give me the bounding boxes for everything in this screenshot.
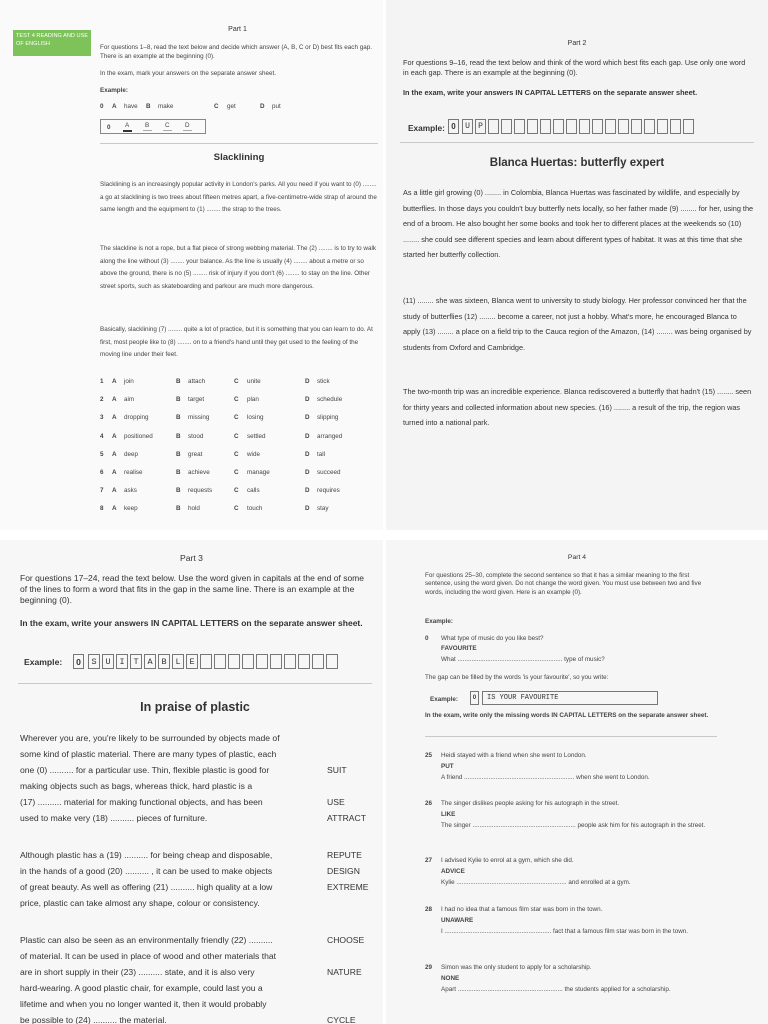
answer-line: The singer ........................................................... people ask him for his autograph in the street. (441, 822, 706, 829)
text-line: used to make very (18) .......... pieces of furniture. (20, 813, 208, 823)
letter-box (214, 654, 226, 669)
part2-example-label: Example: (408, 123, 445, 133)
part3-example-num-box: 0 (73, 654, 86, 669)
letter-box (566, 119, 577, 134)
part3-page (0, 540, 383, 1024)
letter-box: U (102, 654, 114, 669)
test-tag: TEST 4 READING AND USE OF ENGLISH (13, 30, 91, 56)
text-line: Wherever you are, you're likely to be surrounded by objects made of (20, 733, 280, 743)
letter-box (284, 654, 296, 669)
letter-box: L (172, 654, 184, 669)
part4-example-answer-box: IS YOUR FAVOURITE (482, 691, 658, 705)
part1-instructions: For questions 1–8, read the text below and decide which answer (A, B, C or D) best fits each gap. There is an example at the beginning (0). (100, 44, 372, 60)
part4-heading: Part 4 (567, 554, 587, 561)
letter-box (618, 119, 629, 134)
keyword: CYCLE (327, 1015, 356, 1024)
letter-box (228, 654, 240, 669)
part2-heading: Part 2 (567, 40, 587, 47)
keyword: REPUTE (327, 850, 362, 860)
keyword: NATURE (327, 967, 362, 977)
letter-box (644, 119, 655, 134)
letter-box (256, 654, 268, 669)
text-line: are in short supply in their (23) .......... state, and it is also very (20, 967, 255, 977)
part3-heading: Part 3 (180, 553, 203, 563)
letter-box: P (475, 119, 486, 134)
keyword: ATTRACT (327, 813, 366, 823)
letter-box (298, 654, 310, 669)
part4-example-question: What type of music do you like best? (441, 635, 544, 642)
question-number: 26 (425, 800, 433, 807)
part4-instructions: For questions 25–30, complete the second sentence so that it has a similar meaning to the first sentence, using the word given. Do not change the word given. You must use between two and five words, including the word given. Here is an example (0). (425, 572, 702, 596)
text-line: price, plastic can take almost any shape, colour or consistency. (20, 898, 260, 908)
letter-box: E (186, 654, 198, 669)
keyword: EXTREME (327, 882, 369, 892)
letter-box (312, 654, 324, 669)
letter-box (683, 119, 694, 134)
part4-example-line: What ............................................................ type of music? (441, 656, 605, 663)
letter-box (326, 654, 338, 669)
letter-box (527, 119, 538, 134)
answer-line: I ............................................................. fact that a famous film star was born in the town. (441, 928, 689, 935)
letter-box: S (88, 654, 100, 669)
divider (425, 736, 717, 737)
part4-filled-note: The gap can be filled by the words 'is your favourite', so you write: (425, 674, 609, 681)
text-line: Although plastic has a (19) .......... for being cheap and disposable, (20, 850, 273, 860)
part3-example-letters (88, 654, 340, 669)
keyword: USE (327, 797, 345, 807)
divider (400, 142, 754, 143)
question-number: 28 (425, 906, 433, 913)
answer-line: Kylie ............................................................... and enrolled at a gym. (441, 879, 631, 886)
letter-box (200, 654, 212, 669)
part2-example-letters (462, 119, 696, 134)
letter-box: B (158, 654, 170, 669)
letter-box (592, 119, 603, 134)
keyword: SUIT (327, 765, 347, 775)
part3-example-label: Example: (24, 657, 63, 667)
part2-example-boxes: 0 (448, 119, 461, 134)
text-line: of great beauty. As well as offering (21) .......... high quality at a low (20, 882, 273, 892)
part4-example-keyword: FAVOURITE (441, 645, 477, 652)
letter-box (270, 654, 282, 669)
question-keyword: LIKE (441, 811, 456, 818)
letter-box: T (130, 654, 142, 669)
question-sentence: Heidi stayed with a friend when she went to London. (441, 752, 587, 759)
text-line: in the hands of a good (20) .......... , it can be used to make objects (20, 866, 273, 876)
question-keyword: NONE (441, 975, 460, 982)
part4-page: Part 4 For questions 25–30, complete the second sentence so that it has a similar meaning to the first sentence, using the word given. Do not change the word given. You must use between two and five words, including the word given. Here is an example (0). Example: 0 What type of music do you like best? FAVOURITE What ............................................................ type of music? The gap can be filled by the words 'is your favourite', so you write: Example: 0 IS YOUR FAVOURITE In the exam, write only the missing words IN CAPITAL LETTERS on the separate answer sheet. 25 Heidi stayed with a friend when she went to London. PUT A friend ............................................................... when she went to London. 26 The singer dislikes people asking for his autograph in the street. LIKE The singer ........................................................... people ask him for his autograph in the street. 27 I advised Kylie to enrol at a gym, which she did. ADVICE Kylie ............................................................... and enrolled at a gym. 28 I had no idea that a famous film star was born in the town. UNAWARE I ............................................................. fact that a famous film star was born in the town. 29 Simon was the only student to apply for a scholarship. NONE Apart ............................................................ the students applied for a scholarship. (386, 540, 768, 1024)
filled-answer-mark (123, 130, 132, 132)
letter-box: U (462, 119, 473, 134)
part3-instructions: For questions 17–24, read the text below. Use the word given in capitals at the end of some of the lines to form a word that fits in the gap in the same line. There is an example at the beginning (0). (20, 573, 364, 605)
text-line: hard-wearing. A good plastic chair, for example, could last you a (20, 983, 263, 993)
letter-box (540, 119, 551, 134)
text-line: (17) .......... material for making functional objects, and has been (20, 797, 263, 807)
keyword: CHOOSE (327, 935, 365, 945)
question-sentence: Simon was the only student to apply for a scholarship. (441, 964, 592, 971)
letter-box (242, 654, 254, 669)
keyword: DESIGN (327, 866, 360, 876)
question-number: 27 (425, 857, 433, 864)
question-number: 29 (425, 964, 433, 971)
letter-box (631, 119, 642, 134)
question-number: 25 (425, 752, 433, 759)
part2-exam-note: In the exam, write your answers IN CAPITAL LETTERS on the separate answer sheet. (403, 88, 698, 97)
text-line: one (0) .......... for a particular use. Thin, flexible plastic is good for (20, 765, 270, 775)
part2-title: Blanca Huertas: butterfly expert (489, 157, 665, 169)
letter-box (657, 119, 668, 134)
divider (100, 143, 378, 144)
part4-exam-note: In the exam, write only the missing words IN CAPITAL LETTERS on the separate answer sheet. (425, 712, 709, 719)
part1-para2: The slackline is not a rope, but a flat piece of strong webbing material. The (2) ........ is to try to walk along the line without (3) ........ your balance. As the line is usually (4) ........ about a metre or so above the ground, there is no (5) ........ risk of injury if you don't (6) ........ to stay on the line. Other street sports, such as skateboarding and parkour are much more dangerous. (100, 245, 377, 290)
answer-line: Apart ............................................................ the students applied for a scholarship. (441, 986, 671, 993)
part1-para3: Basically, slacklining (7) ........ quite a lot of practice, but it is something that you can learn to do. At first, most people like to (8) ........ on to a friend's hand until they get used to the feeling of the moving line under their feet. (100, 326, 373, 358)
letter-box (553, 119, 564, 134)
part1-exam-note: In the exam, mark your answers on the separate answer sheet. (100, 70, 277, 77)
answer-line: A friend ............................................................... when she went to London. (441, 774, 650, 781)
letter-box (605, 119, 616, 134)
part4-example-box-label: Example: (430, 696, 458, 703)
text-line: lifetime and when you no longer wanted it, then it would probably (20, 999, 267, 1009)
letter-box (579, 119, 590, 134)
question-sentence: The singer dislikes people asking for his autograph in the street. (441, 800, 620, 807)
text-line: of material. It can be used in place of wood and other materials that (20, 951, 277, 961)
question-sentence: I had no idea that a famous film star was born in the town. (441, 906, 603, 913)
part1-page: TEST 4 READING AND USE OF ENGLISH Part 1 For questions 1–8, read the text below and decide which answer (A, B, C or D) best fits each gap. There is an example at the beginning (0). In the exam, mark your answers on the separate answer sheet. Example: 0 A have B make C get D put 0 A B C D Slacklining Slacklining is an increasingly popular activity in London's parks. All you need if you want to (0) ........ a go at slacklining is two trees about fifteen metres apart, a five-centimetre-wide strap of around the same length and the equipment to (1) ........ the strap to the trees. The slackline is not a rope, but a flat piece of strong webbing material. The (2) ........ is to try to walk along the line without (3) ........ your balance. As the line is usually (4) ........ about a metre or so above the ground, there is no (5) ........ risk of injury if you don't (6) ........ to stay on the line. Other street sports, such as skateboarding and parkour are much more dangerous. Basically, slacklining (7) ........ quite a lot of practice, but it is something that you can learn to do. At first, most people like to (8) ........ on to a friend's hand until they get used to the feeling of the moving line under their feet. 1 A join B attach C unite D stick 2 A aim B target C plan D schedule 3 A dropping B missing C losing D slipping 4 A positioned B stood C settled D arranged 5 A deep B great C wide D tall 6 A realise B achieve C manage D succeed 7 A asks B requests C calls D requires 8 A keep B hold C touch D stay (0, 0, 383, 530)
part4-example-label: Example: (425, 618, 453, 625)
letter-box: A (144, 654, 156, 669)
part1-title: Slacklining (213, 152, 265, 163)
part2-instructions: For questions 9–16, read the text below and think of the word which best fits each gap. Use only one word in each gap. There is an example at the beginning (0). (403, 58, 746, 77)
part1-example-label: Example: (100, 87, 128, 94)
question-keyword: PUT (441, 763, 454, 770)
part2-para3: The two-month trip was an incredible experience. Blanca rediscovered a butterfly that hadn't (15) ........ seen for thirty years and collected information about new species. (16) ........ a result of the trip, the region was turned into a national park. (403, 387, 752, 428)
letter-box (514, 119, 525, 134)
letter-box (670, 119, 681, 134)
part2-para2: (11) ........ she was sixteen, Blanca went to university to study biology. Her professor convinced her that the study of butterflies (12) ........ become a career, not just a hobby. What's more, he encouraged Blanca to apply (13) ........ a place on a field trip to the Cauca region of the Amazon, (14) ........ was being organised by students from Oxford and Cambridge. (403, 296, 752, 352)
text-line: making objects such as bags, whereas thick, hard plastic is a (20, 781, 253, 791)
part1-heading: Part 1 (228, 26, 247, 33)
letter-box (488, 119, 499, 134)
letter-box: I (116, 654, 128, 669)
letter-box (501, 119, 512, 134)
part1-answer-grid: 0 A B C D (100, 119, 206, 134)
question-keyword: UNAWARE (441, 917, 474, 924)
text-line: Plastic can also be seen as an environmentally friendly (22) .......... (20, 935, 273, 945)
text-line: some kind of plastic material. There are many types of plastic, each (20, 749, 277, 759)
question-sentence: I advised Kylie to enrol at a gym, which she did. (441, 857, 574, 864)
question-keyword: ADVICE (441, 868, 465, 875)
part3-title: In praise of plastic (140, 700, 250, 714)
part3-exam-note: In the exam, write your answers IN CAPITAL LETTERS on the separate answer sheet. (20, 618, 363, 628)
part2-page (386, 0, 768, 530)
divider (18, 683, 372, 684)
part2-para1: As a little girl growing (0) ........ in Colombia, Blanca Huertas was fascinated by wildlife, and especially by butterflies. In those days you couldn't buy butterfly nets locally, so her father made (9) ........ for her, using the end of a broom. He also bought her some books and took her to different places at the weekends so (10) ........ she could see different species and learn about different types of habitat. It was at this time that she started her butterfly collection. (403, 188, 754, 260)
text-line: be possible to (24) .......... the material. (20, 1015, 167, 1024)
part1-para1: Slacklining is an increasingly popular activity in London's parks. All you need if you want to (0) ........ a go at slacklining is two trees about fifteen metres apart, a five-centimetre-wide strap of around the same length and the equipment to (1) ........ the strap to the trees. (100, 181, 377, 213)
